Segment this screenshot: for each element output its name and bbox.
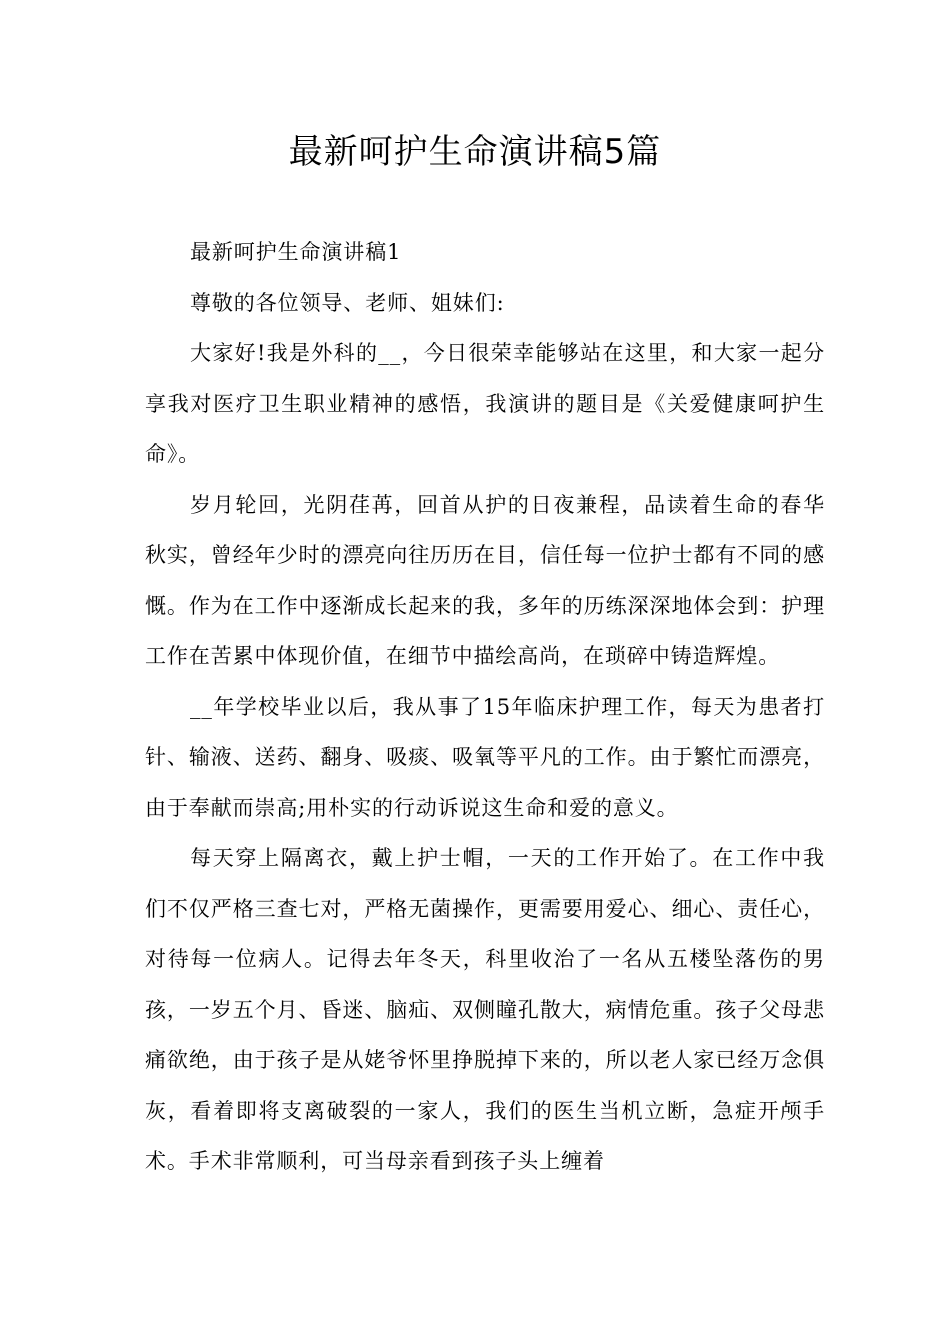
salutation: 尊敬的各位领导、老师、姐妹们:	[190, 290, 505, 315]
document-title: 最新呵护生命演讲稿5篇	[288, 132, 662, 172]
document-body	[145, 227, 825, 1187]
section-heading: 最新呵护生命演讲稿1	[190, 240, 402, 264]
paragraph: 大家好!我是外科的__，今日很荣幸能够站在这里，和大家一起分享我对医疗卫生职业精神的感悟，我演讲的题目是《关爱健康呵护生命》。	[145, 341, 825, 466]
paragraph: __年学校毕业以后，我从事了15年临床护理工作，每天为患者打针、输液、送药、翻身、吸痰、吸氧等平凡的工作。由于繁忙而漂亮，由于奉献而崇高;用朴实的行动诉说这生命和爱的意义。	[145, 694, 825, 820]
paragraph: 岁月轮回，光阴荏苒，回首从护的日夜兼程，品读着生命的春华秋实，曾经年少时的漂亮向往历历在目，信任每一位护士都有不同的感慨。作为在工作中逐渐成长起来的我，多年的历练深深地体会到：护理工作在苦累中体现价值，在细节中描绘高尚，在琐碎中铸造辉煌。	[145, 492, 825, 668]
paragraph: 每天穿上隔离衣，戴上护士帽，一天的工作开始了。在工作中我们不仅严格三查七对，严格无菌操作，更需要用爱心、细心、责任心，对待每一位病人。记得去年冬天，科里收治了一名从五楼坠落伤的男孩，一岁五个月、昏迷、脑疝、双侧瞳孔散大，病情危重。孩子父母悲痛欲绝，由于孩子是从姥爷怀里挣脱掉下来的，所以老人家已经万念俱灰，看着即将支离破裂的一家人，我们的医生当机立断，急症开颅手术。手术非常顺利，可当母亲看到孩子头上缠着	[145, 846, 825, 1173]
